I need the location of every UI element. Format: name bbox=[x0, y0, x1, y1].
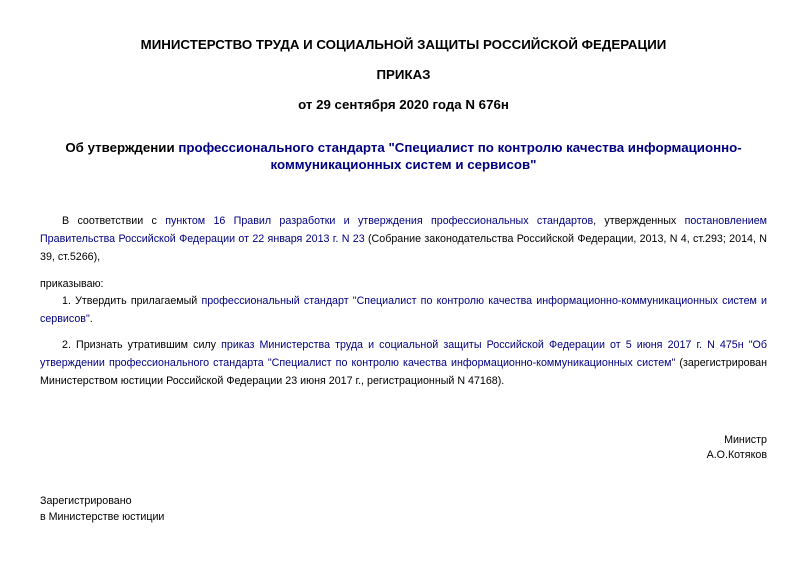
repeal-text-1: 2. Признать утратившим силу bbox=[62, 339, 222, 351]
signatory-title: Министр bbox=[724, 434, 767, 446]
subject-heading bbox=[40, 139, 767, 173]
date-number-heading: от 29 сентября 2020 года N 676н bbox=[298, 97, 509, 112]
government-decree-link[interactable]: постановлением Правительства Российской Федерации от 22 января 2013 г. N 23 bbox=[40, 215, 767, 245]
approved-standard-link[interactable]: профессиональный стандарт "Специалист по контролю качества информационно-коммуникационных систем и сервисов" bbox=[40, 295, 768, 325]
repealed-order-link[interactable]: приказ Министерства труда и социальной защиты Российской Федерации от 5 июня 2017 г. N 475н "Об утверждении профессионального стандарта "Специалист по контролю качества информационно-коммуникационных систем" bbox=[40, 339, 767, 369]
order-word: приказываю: bbox=[40, 278, 104, 290]
approve-text-1: 1. Утвердить прилагаемый bbox=[62, 295, 202, 307]
approve-text-2: . bbox=[89, 313, 93, 325]
registration-line-2: в Министерстве юстиции bbox=[40, 511, 165, 523]
subject-standard-link[interactable]: профессионального стандарта "Специалист по контролю качества информационно-коммуникационных систем и сервисов" bbox=[178, 140, 742, 172]
document-type-heading: ПРИКАЗ bbox=[376, 67, 431, 82]
subject-prefix: Об утверждении bbox=[65, 140, 179, 155]
ministry-heading: МИНИСТЕРСТВО ТРУДА И СОЦИАЛЬНОЙ ЗАЩИТЫ РОССИЙСКОЙ ФЕДЕРАЦИИ bbox=[140, 37, 667, 52]
rules-clause-link[interactable]: пунктом 16 Правил разработки и утверждения профессиональных стандартов bbox=[165, 215, 594, 227]
signatory-name: А.О.Котяков bbox=[706, 449, 767, 461]
registration-line-1: Зарегистрировано bbox=[40, 495, 132, 507]
paragraph-approve bbox=[40, 292, 767, 328]
paragraph-repeal bbox=[40, 336, 767, 390]
basis-text-3: (Собрание законодательства Российской Федерации, 2013, N 4, ст.293; 2014, N 39, ст.5266), bbox=[40, 233, 767, 263]
repeal-text-2: (зарегистрирован Министерством юстиции Российской Федерации 23 июня 2017 г., регистрационный N 47168). bbox=[40, 357, 767, 387]
basis-text-2: , утвержденных bbox=[593, 215, 685, 227]
basis-text-1: В соответствии с bbox=[62, 215, 166, 227]
paragraph-basis bbox=[40, 212, 767, 266]
